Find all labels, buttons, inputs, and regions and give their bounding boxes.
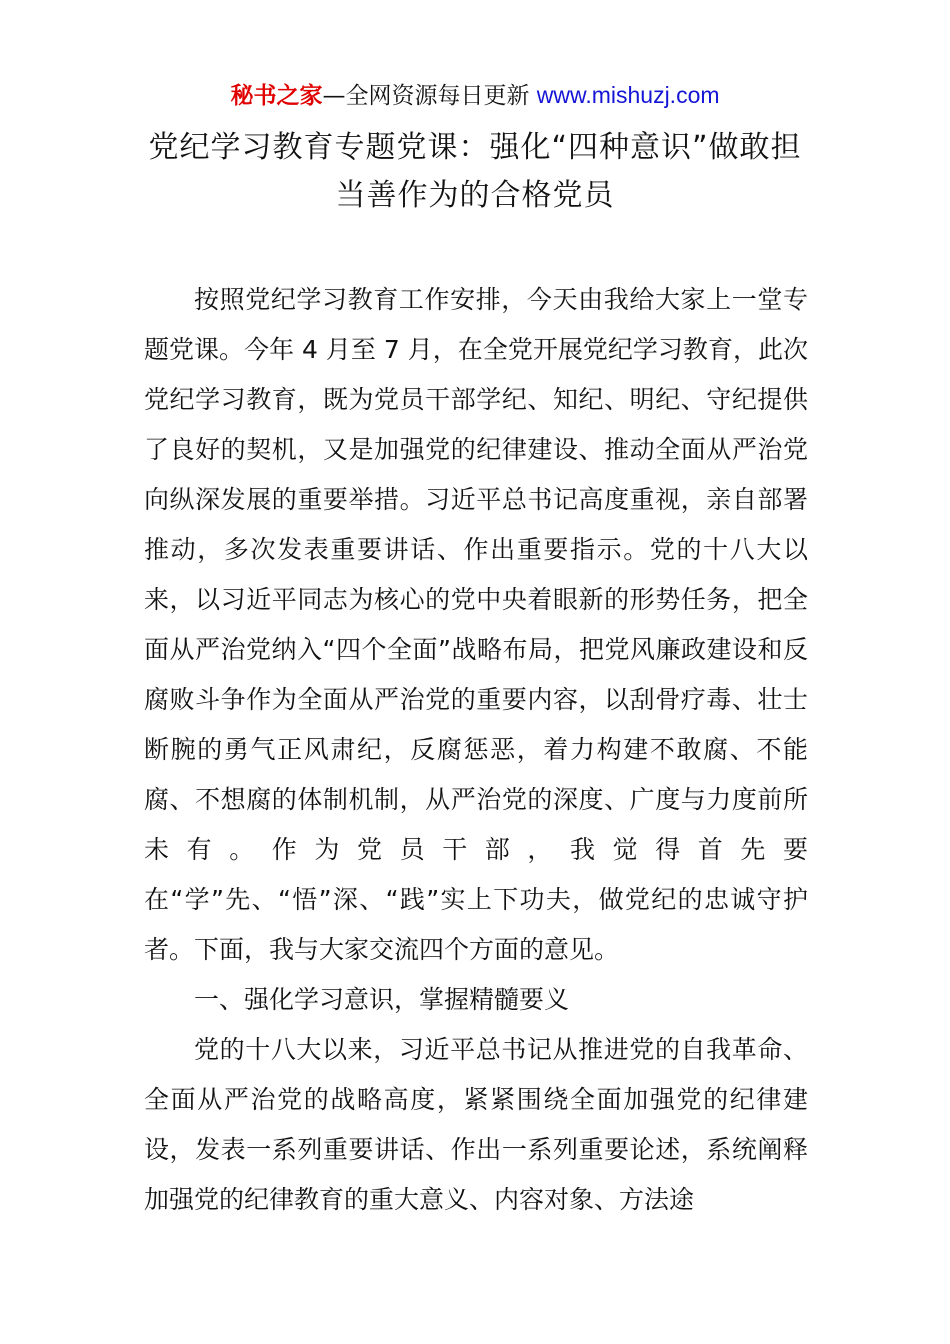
section-1-paragraph: 党的十八大以来，习近平总书记从推进党的自我革命、全面从严治党的战略高度，紧紧围绕全面加强党的纪律建设，发表一系列重要讲话、作出一系列重要论述，系统阐释加强党的纪律教育的重大意义、内容对象、方法途 bbox=[144, 1035, 808, 1214]
site-header bbox=[0, 78, 950, 113]
document-title: 党纪学习教育专题党课：强化“四种意识”做敢担当善作为的合格党员 bbox=[148, 130, 802, 213]
site-url-link[interactable]: www.mishuzj.com bbox=[536, 82, 720, 108]
site-name: 秘书之家 bbox=[230, 83, 323, 109]
intro-paragraph: 按照党纪学习教育工作安排，今天由我给大家上一堂专题党课。今年 4 月至 7 月，在全党开展党纪学习教育，此次党纪学习教育，既为党员干部学纪、知纪、明纪、守纪提供了良好的契机，又是加强党的纪律建设、推动全面从严治党向纵深发展的重要举措。习近平总书记高度重视，亲自部署推动，多次发表重要讲话、作出重要指示。党的十八大以来，以习近平同志为核心的党中央着眼新的形势任务，把全面从严治党纳入“四个全面”战略布局，把党风廉政建设和反腐败斗争作为全面从严治党的重要内容，以刮骨疗毒、壮士断腕的勇气正风肃纪，反腐惩恶，着力构建不敢腐、不能腐、不想腐的体制机制，从严治党的深度、广度与力度前所未有。作为党员干部，我觉得首先要在“学”先、“悟”深、“践”实上下功夫，做党纪的忠诚守护者。下面，我与大家交流四个方面的意见。 bbox=[144, 285, 808, 964]
document-body bbox=[144, 275, 808, 1225]
section-heading-1: 一、强化学习意识，掌握精髓要义 bbox=[194, 985, 570, 1014]
site-tagline: —全网资源每日更新 bbox=[322, 83, 530, 109]
